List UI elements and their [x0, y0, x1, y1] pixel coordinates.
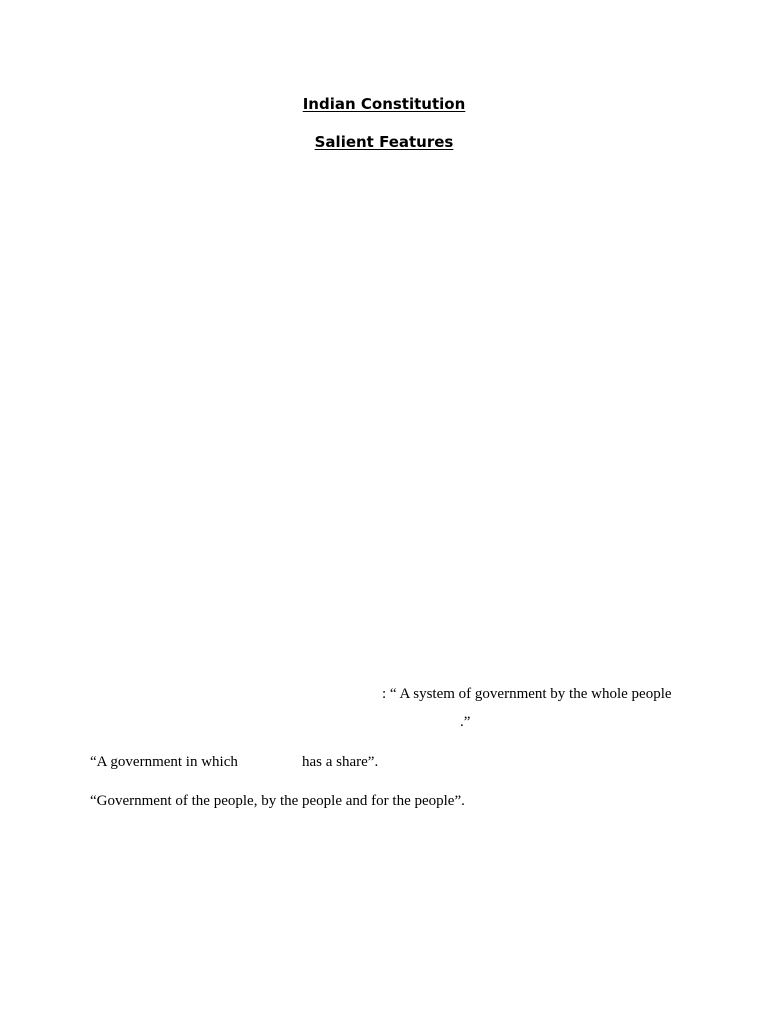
- definition-3: “Government of the people, by the people and for the people”.: [90, 793, 465, 809]
- document-title: [0, 94, 768, 114]
- document-subtitle: [0, 132, 768, 152]
- definition-2-end: has a share”.: [302, 754, 379, 770]
- definition-1-line-1: : “ A system of government by the whole people: [382, 686, 672, 702]
- document-subtitle-text: Salient Features: [314, 133, 454, 151]
- document-title-text: Indian Constitution: [302, 95, 466, 113]
- definition-2-start: “A government in which: [90, 754, 238, 770]
- definition-1-line-2: .”: [460, 714, 471, 730]
